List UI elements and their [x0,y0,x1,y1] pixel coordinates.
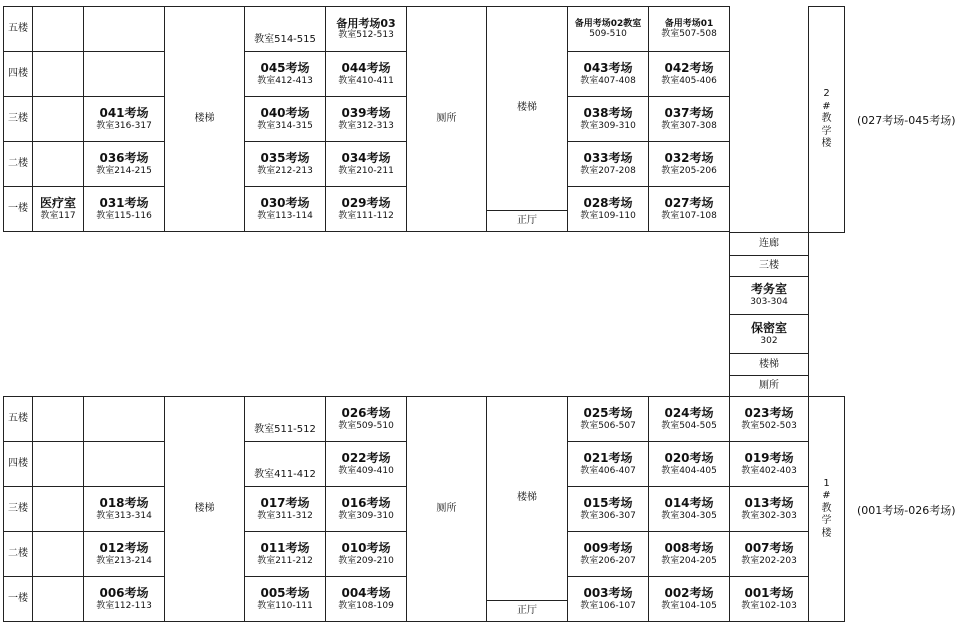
exam-room-011 [244,531,326,577]
corridor: 连廊 [729,232,809,256]
room-number: 教室102-103 [741,600,797,611]
room-number: 教室502-503 [741,420,797,431]
floor-label-1: 一楼 [3,186,33,232]
room-number: 教室206-207 [580,555,636,566]
exam-room-reserve-02 [567,6,649,52]
room-name: 017考场 [260,495,310,510]
room-medical [32,186,84,232]
room-number: 教室314-315 [257,120,313,131]
room-name: 007考场 [744,540,794,555]
stairs-west: 楼梯 [164,6,245,232]
exam-room-039 [325,96,407,142]
room-name: 027考场 [664,195,714,210]
exam-room-001 [729,576,809,622]
room-name: 考务室 [750,282,787,297]
room-number: 教室204-205 [661,555,717,566]
room-name: 015考场 [583,495,633,510]
room-number: 教室312-313 [338,120,394,131]
room-number: 教室410-411 [338,75,394,86]
room-name: 020考场 [664,450,714,465]
exam-room-005 [244,576,326,622]
room-number: 教室304-305 [661,510,717,521]
room-number: 教室407-408 [580,75,636,86]
stairs-east [486,6,568,211]
room-number: 教室211-212 [257,555,313,566]
room-411-412 [244,441,326,487]
exam-room-024 [648,396,730,442]
room-name: 019考场 [744,450,794,465]
exam-room-013 [729,486,809,532]
room-name: 040考场 [260,105,310,120]
col-a-floor-4 [32,51,84,97]
col-a-floor-2 [32,531,84,577]
col-a-floor-3 [32,96,84,142]
room-number: 教室406-407 [580,465,636,476]
room-number: 教室106-107 [580,600,636,611]
room-number: 教室309-310 [580,120,636,131]
room-number: 教室309-310 [338,510,394,521]
room-number: 教室514-515 [254,33,316,45]
exam-room-017 [244,486,326,532]
toilet: 厕所 [406,396,487,622]
toilet: 厕所 [406,6,487,232]
room-name: 013考场 [744,495,794,510]
room-name: 023考场 [744,405,794,420]
exam-room-004 [325,576,407,622]
exam-room-018 [83,486,165,532]
connector-toilet: 厕所 [729,375,809,397]
connector-floor: 三楼 [729,255,809,277]
room-name: 035考场 [260,150,310,165]
room-name: 004考场 [341,585,391,600]
exam-room-040 [244,96,326,142]
exam-room-020 [648,441,730,487]
floor-label-2: 二楼 [3,141,33,187]
room-number: 教室113-114 [257,210,313,221]
room-number: 教室110-111 [257,600,313,611]
exam-room-043 [567,51,649,97]
room-number: 教室311-312 [257,510,313,521]
room-number: 302 [760,335,778,346]
room-name: 008考场 [664,540,714,555]
main-hall: 正厅 [486,600,568,622]
room-name: 003考场 [583,585,633,600]
floor-label-1: 一楼 [3,576,33,622]
exam-room-007 [729,531,809,577]
exam-room-006 [83,576,165,622]
room-name: 037考场 [664,105,714,120]
floor-label-5: 五楼 [3,6,33,52]
room-name: 043考场 [583,60,633,75]
room-number: 教室117 [40,210,76,221]
room-name: 006考场 [99,585,149,600]
room-name: 032考场 [664,150,714,165]
exam-room-029 [325,186,407,232]
room-name: 010考场 [341,540,391,555]
room-number: 教室512-513 [338,30,394,41]
exam-room-010 [325,531,407,577]
room-number: 教室411-412 [254,468,316,480]
connector-column [729,232,809,397]
room-number: 教室212-213 [257,165,313,176]
exam-office [729,276,809,315]
room-514-515 [244,6,326,52]
room-number: 教室507-508 [661,29,717,39]
room-number: 509-510 [589,29,627,39]
exam-room-028 [567,186,649,232]
exam-room-045 [244,51,326,97]
connector-stairs: 楼梯 [729,353,809,376]
room-number: 教室202-203 [741,555,797,566]
floor-label-5: 五楼 [3,396,33,442]
exam-room-019 [729,441,809,487]
building-2-plan [0,0,976,235]
exam-room-015 [567,486,649,532]
room-name: 保密室 [750,320,787,335]
col-a-floor-5 [32,396,84,442]
room-name: 031考场 [99,195,149,210]
room-number: 教室412-413 [257,75,313,86]
exam-room-030 [244,186,326,232]
room-number: 教室302-303 [741,510,797,521]
room-name: 029考场 [341,195,391,210]
col-b-floor-5 [83,396,165,442]
room-number: 教室409-410 [338,465,394,476]
room-name: 036考场 [99,150,149,165]
room-number: 教室504-505 [661,420,717,431]
exam-room-031 [83,186,165,232]
room-number: 教室108-109 [338,600,394,611]
col-b-floor-5 [83,6,165,52]
exam-room-009 [567,531,649,577]
col-a-floor-2 [32,141,84,187]
room-number: 教室205-206 [661,165,717,176]
room-number: 教室210-211 [338,165,394,176]
stairs-west: 楼梯 [164,396,245,622]
room-name: 016考场 [341,495,391,510]
room-number: 教室209-210 [338,555,394,566]
exam-room-044 [325,51,407,97]
exam-room-026 [325,396,407,442]
room-number: 教室316-317 [96,120,152,131]
room-name: 045考场 [260,60,310,75]
room-number: 教室306-307 [580,510,636,521]
room-name: 012考场 [99,540,149,555]
exam-room-014 [648,486,730,532]
col-b-floor-4 [83,441,165,487]
building-2-label: 2 # 教 学 楼 [808,6,845,233]
room-number: 教室307-308 [661,120,717,131]
exam-room-reserve-01 [648,6,730,52]
room-number: 教室313-314 [96,510,152,521]
room-name: 042考场 [664,60,714,75]
room-number: 教室104-105 [661,600,717,611]
exam-room-032 [648,141,730,187]
floor-label-4: 四楼 [3,441,33,487]
stairs-label: 楼梯 [517,102,537,113]
room-name: 医疗室 [39,195,76,210]
col-a-floor-5 [32,6,84,52]
exam-room-033 [567,141,649,187]
room-number: 教室213-214 [96,555,152,566]
floor-label-3: 三楼 [3,486,33,532]
room-name: 011考场 [260,540,310,555]
room-number: 教室509-510 [338,420,394,431]
building-2-edge [729,6,809,233]
room-name: 备用考场02教室 [574,18,642,29]
room-number: 教室115-116 [96,210,152,221]
col-a-floor-3 [32,486,84,532]
exam-room-003 [567,576,649,622]
building-2-exam-range: (027考场-045考场) [857,114,956,127]
room-number: 教室506-507 [580,420,636,431]
exam-room-022 [325,441,407,487]
exam-room-037 [648,96,730,142]
room-name: 033考场 [583,150,633,165]
room-number: 教室109-110 [580,210,636,221]
room-name: 009考场 [583,540,633,555]
room-number: 303-304 [750,297,788,308]
room-name: 030考场 [260,195,310,210]
room-511-512 [244,396,326,442]
building-1-plan [0,396,976,631]
stairs-label: 楼梯 [517,492,537,503]
exam-room-038 [567,96,649,142]
room-number: 教室107-108 [661,210,717,221]
floor-label-3: 三楼 [3,96,33,142]
room-number: 教室111-112 [338,210,394,221]
room-number: 教室402-403 [741,465,797,476]
exam-room-021 [567,441,649,487]
exam-room-012 [83,531,165,577]
room-name: 039考场 [341,105,391,120]
exam-room-027 [648,186,730,232]
main-hall: 正厅 [486,210,568,232]
room-name: 025考场 [583,405,633,420]
exam-room-023 [729,396,809,442]
room-number: 教室405-406 [661,75,717,86]
secret-room [729,314,809,354]
room-name: 备用考场03 [336,16,396,30]
exam-room-041 [83,96,165,142]
building-1-exam-range: (001考场-026考场) [857,504,956,517]
exam-room-036 [83,141,165,187]
exam-room-025 [567,396,649,442]
room-name: 026考场 [341,405,391,420]
building-1-label: 1 # 教 学 楼 [808,396,845,622]
room-name: 022考场 [341,450,391,465]
exam-room-034 [325,141,407,187]
exam-room-008 [648,531,730,577]
room-name: 002考场 [664,585,714,600]
room-name: 038考场 [583,105,633,120]
room-name: 018考场 [99,495,149,510]
room-name: 034考场 [341,150,391,165]
exam-room-042 [648,51,730,97]
col-a-floor-1 [32,576,84,622]
exam-room-016 [325,486,407,532]
room-number: 教室214-215 [96,165,152,176]
room-name: 备用考场01 [664,18,714,29]
stairs-east [486,396,568,601]
col-a-floor-4 [32,441,84,487]
room-name: 041考场 [99,105,149,120]
exam-room-035 [244,141,326,187]
room-name: 005考场 [260,585,310,600]
floor-label-4: 四楼 [3,51,33,97]
room-number: 教室511-512 [254,423,316,435]
room-number: 教室112-113 [96,600,152,611]
col-b-floor-4 [83,51,165,97]
exam-room-reserve-03 [325,6,407,52]
room-name: 044考场 [341,60,391,75]
room-name: 014考场 [664,495,714,510]
room-name: 021考场 [583,450,633,465]
room-number: 教室207-208 [580,165,636,176]
room-name: 024考场 [664,405,714,420]
room-name: 001考场 [744,585,794,600]
room-name: 028考场 [583,195,633,210]
floor-label-2: 二楼 [3,531,33,577]
room-number: 教室404-405 [661,465,717,476]
exam-room-002 [648,576,730,622]
